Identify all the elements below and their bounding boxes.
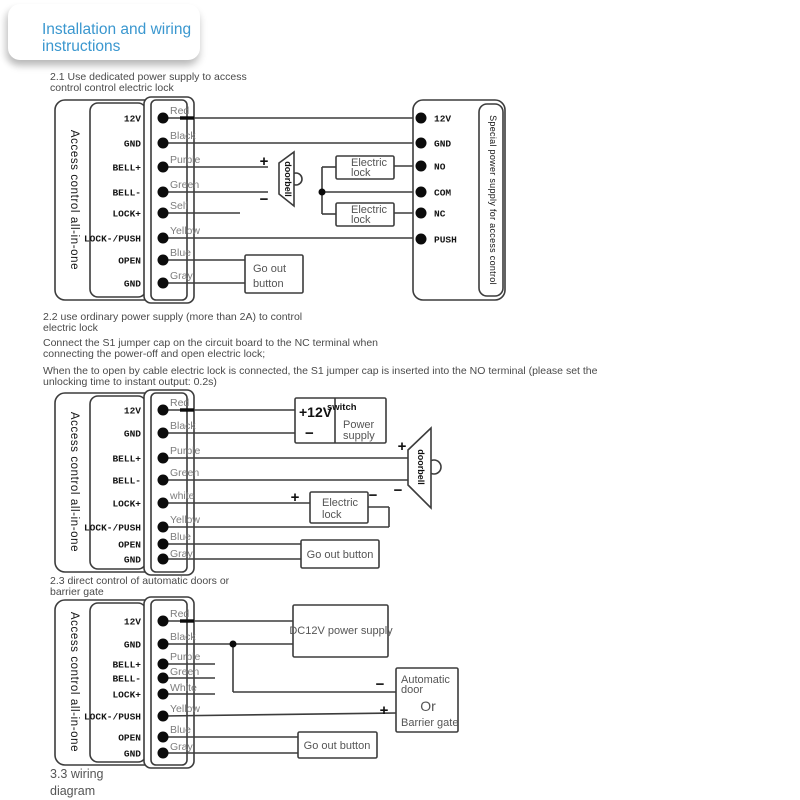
- terminal-dot: [158, 475, 169, 486]
- wire-label-purple: Purple: [170, 445, 201, 457]
- terminal-dot: [158, 138, 169, 149]
- psu-terminal-label: NO: [434, 161, 446, 173]
- psu-terminal-label: NC: [434, 208, 446, 220]
- door-label-line1: Automatic: [401, 674, 450, 686]
- section-2-2-line1: 2.2 use ordinary power supply (more than 2A) to control: [43, 311, 303, 323]
- wire-label-white: White: [170, 682, 197, 694]
- wire-label-purple: Purple: [170, 154, 201, 166]
- wire-label-white: white: [170, 490, 195, 502]
- psu-minus-label: −: [305, 425, 314, 442]
- electric-lock-label-line2: lock: [322, 509, 342, 521]
- psu-terminal-dot: [416, 113, 427, 124]
- psu-terminal-dot: [416, 208, 427, 219]
- wire-label-black: Black: [170, 130, 196, 142]
- wire-label-blue: Blue: [170, 724, 192, 736]
- wire-label-red: Red: [170, 105, 190, 117]
- terminal-label: OPEN: [118, 539, 141, 551]
- door-plus-sign: +: [379, 702, 389, 719]
- terminal-dot: [158, 453, 169, 464]
- doorbell-plus-sign: +: [259, 153, 269, 170]
- section-2-1-line2: control control electric lock: [50, 82, 174, 95]
- section-2-2-line2: electric lock: [43, 322, 98, 335]
- terminal-label: LOCK+: [112, 689, 141, 701]
- terminal-dot: [158, 255, 169, 266]
- terminal-label: 12V: [123, 113, 141, 125]
- terminal-dot: [158, 405, 169, 416]
- terminal-label: 12V: [123, 616, 141, 628]
- psu-terminal-dot: [416, 138, 427, 149]
- wire-label-gray: Gray: [170, 741, 193, 753]
- electric-lock-2-label-line1: Electric: [351, 204, 388, 216]
- psu-terminal-label: COM: [434, 187, 452, 199]
- psu-terminal-dot: [416, 187, 427, 198]
- wire-label-yellow: Yellow: [170, 225, 200, 237]
- terminal-dot: [158, 278, 169, 289]
- diagram-1-dedicated-psu: [55, 97, 505, 303]
- electric-lock-1-label-line2: lock: [351, 167, 371, 179]
- lock-plus-sign: +: [290, 489, 300, 506]
- electric-lock-label-line1: Electric: [322, 497, 359, 509]
- section-2-3-line1: 2.3 direct control of automatic doors or: [50, 575, 230, 587]
- terminal-label: 12V: [123, 405, 141, 417]
- wire-label-green: Green: [170, 179, 200, 191]
- wire-label-green: Green: [170, 467, 200, 479]
- door-label-or: Or: [420, 698, 436, 714]
- terminal-label: LOCK-/PUSH: [83, 233, 141, 245]
- terminal-label: GND: [123, 138, 141, 150]
- door-minus-sign: −: [375, 676, 385, 693]
- section-2-2-line4: connecting the power-off and open electric lock;: [43, 348, 266, 361]
- doorbell-minus-sign: −: [259, 191, 269, 208]
- terminal-dot: [158, 522, 169, 533]
- terminal-dot: [158, 187, 169, 198]
- wire-label-red: Red: [170, 397, 190, 409]
- terminal-label: GND: [123, 278, 141, 290]
- section-2-2-line5: When the to open by cable electric lock is connected, the S1 jumper cap is inserted into the NO terminal (please set the: [43, 365, 598, 377]
- device-label: Access control all-in-one: [68, 611, 80, 753]
- terminal-dot: [158, 208, 169, 219]
- terminal-label: BELL+: [112, 162, 141, 174]
- doorbell-label: doorbell: [283, 161, 293, 197]
- terminal-dot: [158, 711, 169, 722]
- terminal-label: GND: [123, 639, 141, 651]
- junction-dot: [319, 189, 326, 196]
- terminal-label: GND: [123, 748, 141, 760]
- terminal-dot: [158, 428, 169, 439]
- page-title-line1: Installation and wiring: [42, 21, 192, 38]
- lock-minus-sign: −: [368, 487, 378, 504]
- section-2-2-line6: unlocking time to instant output: 0.2s): [43, 376, 217, 389]
- terminal-dot: [158, 659, 169, 670]
- terminal-label: BELL-: [112, 475, 141, 487]
- psu-terminal-label: 12V: [434, 113, 452, 125]
- terminal-dot: [158, 113, 169, 124]
- terminal-label: BELL-: [112, 187, 141, 199]
- page-title-line2: instructions: [42, 38, 121, 56]
- device-label: Access control all-in-one: [68, 411, 80, 553]
- psu-terminal-dot: [416, 234, 427, 245]
- terminal-label: BELL+: [112, 453, 141, 465]
- diagram-3-auto-door: [55, 597, 458, 768]
- section-2-1-line1: 2.1 Use dedicated power supply to access: [50, 71, 247, 83]
- psu-switch-label: switch: [327, 402, 357, 413]
- wire-label-blue: Blue: [170, 531, 192, 543]
- wire-label-blue: Blue: [170, 247, 192, 259]
- terminal-label: OPEN: [118, 732, 141, 744]
- device-label: Access control all-in-one: [68, 129, 80, 271]
- doorbell-plus-sign: +: [397, 438, 407, 455]
- psu-label-line2: supply: [343, 430, 375, 442]
- go-out-button-label: Go out button: [306, 549, 374, 561]
- terminal-dot: [158, 498, 169, 509]
- electric-lock-1-label-line1: Electric: [351, 157, 388, 169]
- doorbell-minus-sign: −: [393, 482, 403, 499]
- psu-plus12v-label: +12V: [299, 404, 333, 420]
- terminal-dot: [158, 233, 169, 244]
- junction-dot: [230, 641, 237, 648]
- psu-terminal-label: PUSH: [434, 234, 457, 246]
- terminal-label: GND: [123, 554, 141, 566]
- wire-label-green: Green: [170, 666, 200, 678]
- terminal-label-panel: [90, 103, 146, 297]
- special-psu-label: Special power supply for access control: [488, 115, 498, 285]
- section-2-3-line2: barrier gate: [50, 586, 104, 599]
- terminal-dot: [158, 639, 169, 650]
- go-out-button-label-line2: button: [253, 278, 284, 290]
- terminal-label: LOCK-/PUSH: [83, 711, 141, 723]
- section-2-2-line3: Connect the S1 jumper cap on the circuit board to the NC terminal when: [43, 337, 379, 349]
- electric-lock-2-label-line2: lock: [351, 214, 371, 226]
- door-label-line3: Barrier gate: [401, 717, 459, 729]
- psu-terminal-label: GND: [434, 138, 452, 150]
- wire-label-red: Red: [170, 608, 190, 620]
- terminal-dot: [158, 673, 169, 684]
- terminal-dot: [158, 616, 169, 627]
- terminal-dot: [158, 689, 169, 700]
- door-label-line2: door: [401, 684, 424, 696]
- dc12v-psu-label: DC12V power supply: [289, 625, 393, 637]
- wire-label-gray: Gray: [170, 270, 193, 282]
- terminal-label: GND: [123, 428, 141, 440]
- terminal-dot: [158, 748, 169, 759]
- terminal-label: OPEN: [118, 255, 141, 267]
- wire-label-black: Black: [170, 420, 196, 432]
- terminal-dot: [158, 554, 169, 565]
- go-out-button-label-line1: Go out: [253, 263, 287, 275]
- terminal-label: LOCK+: [112, 498, 141, 510]
- doorbell-label: doorbell: [416, 449, 426, 485]
- diagram-2-ordinary-psu: [55, 390, 441, 575]
- psu-terminal-dot: [416, 161, 427, 172]
- psu-label-line1: Power: [343, 419, 375, 431]
- terminal-label: BELL+: [112, 659, 141, 671]
- wire-label-self: Self: [170, 200, 189, 212]
- wire-label-gray: Gray: [170, 548, 193, 560]
- wire-label-black: Black: [170, 631, 196, 643]
- terminal-label: LOCK+: [112, 208, 141, 220]
- terminal-dot: [158, 732, 169, 743]
- section-3-3-line1: 3.3 wiring: [50, 767, 104, 781]
- terminal-label: BELL-: [112, 673, 141, 685]
- wire-label-purple: Purple: [170, 651, 201, 663]
- wire-label-yellow: Yellow: [170, 514, 200, 526]
- wire-label-yellow: Yellow: [170, 703, 200, 715]
- section-3-3-line2: diagram: [50, 783, 96, 798]
- terminal-dot: [158, 162, 169, 173]
- terminal-dot: [158, 539, 169, 550]
- go-out-button-label: Go out button: [303, 740, 371, 752]
- terminal-label: LOCK-/PUSH: [83, 522, 141, 534]
